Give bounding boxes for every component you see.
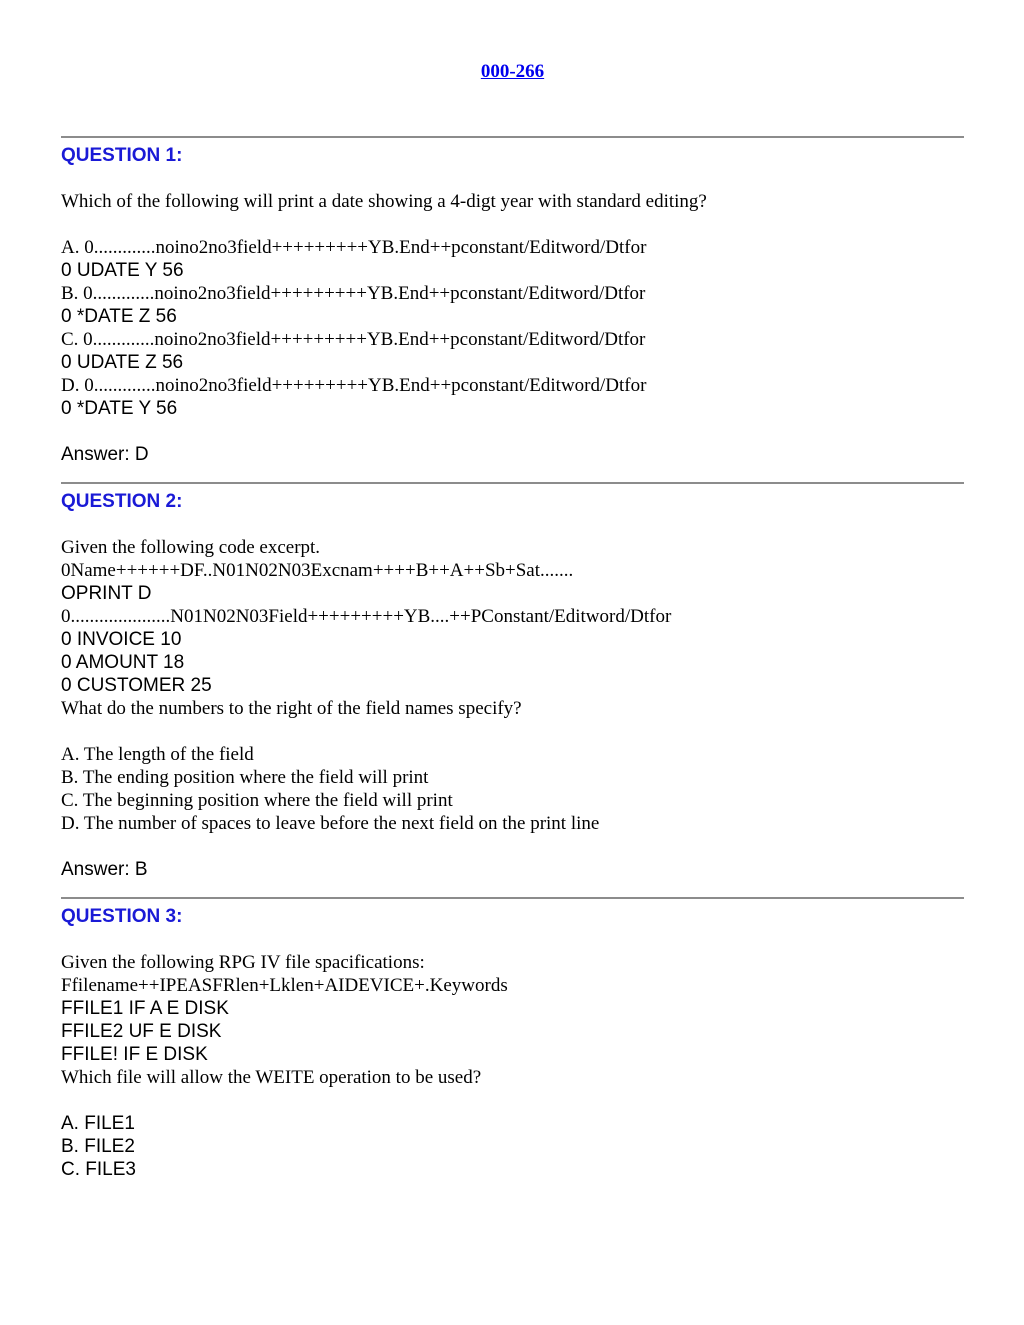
question-2-option: C. The beginning position where the field will print (61, 790, 453, 811)
question-2-option: D. The number of spaces to leave before the next field on the print line (61, 813, 600, 834)
question-1-option-line: 0 UDATE Y 56 (61, 260, 184, 281)
question-1-heading: QUESTION 1: (61, 145, 183, 166)
section-divider (61, 136, 964, 138)
question-3-stem-line: Which file will allow the WEITE operation to be used? (61, 1067, 482, 1088)
document-title-link[interactable]: 000-266 (480, 61, 545, 82)
section-divider (61, 482, 964, 484)
question-2-stem-line: 0Name++++++DF..N01N02N03Excnam++++B++A++Sb+Sat....... (61, 560, 574, 581)
question-2-answer: Answer: B (61, 859, 148, 880)
question-1-answer: Answer: D (61, 444, 149, 465)
question-1-stem: Which of the following will print a date showing a 4-digt year with standard editing? (61, 191, 707, 212)
question-2-option: A. The length of the field (61, 744, 254, 765)
question-3-stem-line: FFILE! IF E DISK (61, 1044, 208, 1065)
question-3-option: C. FILE3 (61, 1159, 136, 1180)
question-3-option: A. FILE1 (61, 1113, 135, 1134)
question-2-stem-line: OPRINT D (61, 583, 152, 604)
question-2-stem-line: 0 CUSTOMER 25 (61, 675, 212, 696)
question-2-stem-line: 0 AMOUNT 18 (61, 652, 185, 673)
question-2-stem-line: What do the numbers to the right of the field names specify? (61, 698, 522, 719)
question-3-heading: QUESTION 3: (61, 906, 183, 927)
question-3-stem-line: Ffilename++IPEASFRlen+Lklen+AIDEVICE+.Keywords (61, 975, 508, 996)
question-3-option: B. FILE2 (61, 1136, 135, 1157)
question-1-option-line: 0 *DATE Z 56 (61, 306, 177, 327)
question-1-option-line: B. 0.............noino2no3field+++++++++YB.End++pconstant/Editword/Dtfor (61, 283, 646, 304)
question-2-heading: QUESTION 2: (61, 491, 183, 512)
question-3-stem-line: FFILE2 UF E DISK (61, 1021, 222, 1042)
question-2-stem-line: 0.....................N01N02N03Field+++++++++YB....++PConstant/Editword/Dtfor (61, 606, 672, 627)
section-divider (61, 897, 964, 899)
question-3-stem-line: Given the following RPG IV file spacifications: (61, 952, 425, 973)
question-2-stem-line: 0 INVOICE 10 (61, 629, 182, 650)
question-1-option-line: C. 0.............noino2no3field+++++++++YB.End++pconstant/Editword/Dtfor (61, 329, 646, 350)
question-3-stem-line: FFILE1 IF A E DISK (61, 998, 229, 1019)
question-1-option-line: 0 UDATE Z 56 (61, 352, 184, 373)
question-1-option-line: A. 0.............noino2no3field+++++++++YB.End++pconstant/Editword/Dtfor (61, 237, 647, 258)
question-2-stem-line: Given the following code excerpt. (61, 537, 321, 558)
question-1-option-line: 0 *DATE Y 56 (61, 398, 178, 419)
question-1-option-line: D. 0.............noino2no3field+++++++++YB.End++pconstant/Editword/Dtfor (61, 375, 647, 396)
question-2-option: B. The ending position where the field will print (61, 767, 429, 788)
